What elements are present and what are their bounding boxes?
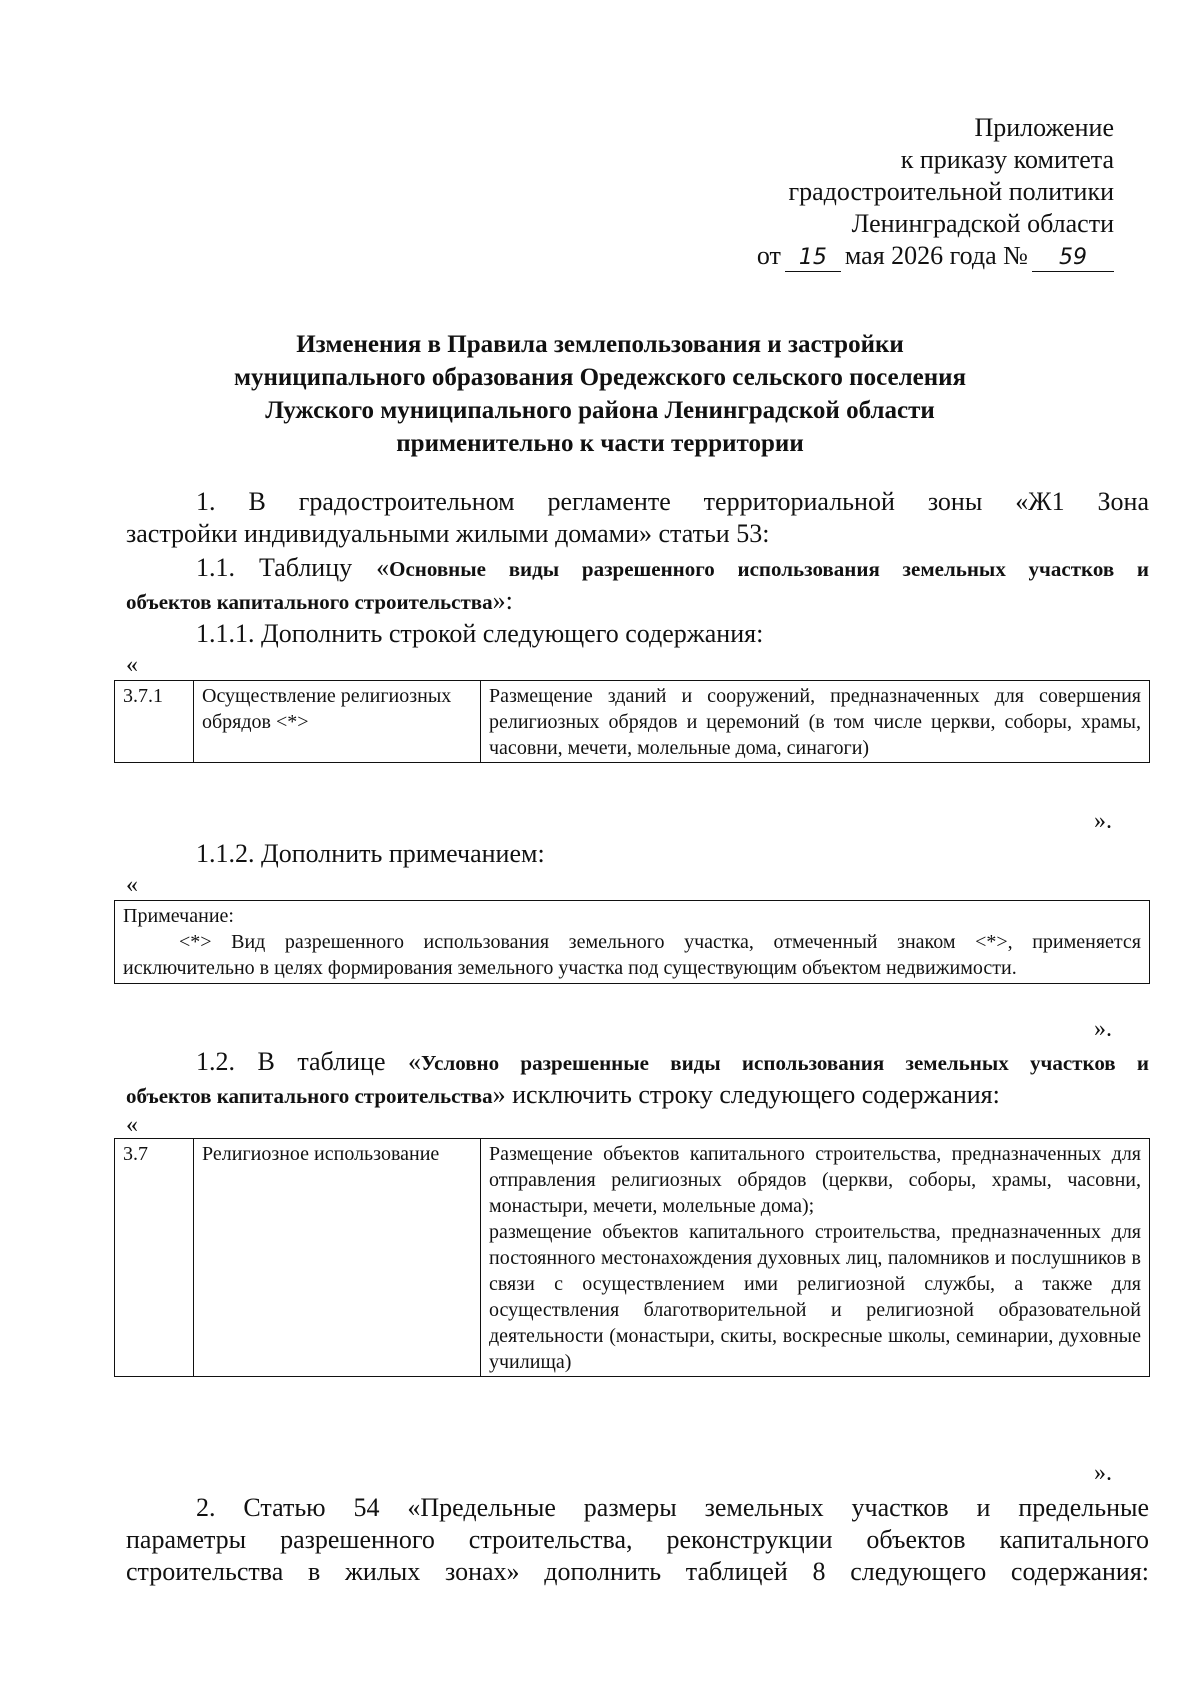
annex-date-line <box>757 240 1114 272</box>
paragraph-1-1-2: 1.1.2. Дополнить примечанием: <box>196 839 545 868</box>
title-line-2: муниципального образования Оредежского сельского поселения <box>233 364 967 391</box>
paragraph-1-1-1: 1.1.1. Дополнить строкой следующего содержания: <box>196 619 764 648</box>
paragraph-1-2 <box>126 1046 1149 1112</box>
note-box <box>114 900 1150 984</box>
title-line-4: применительно к части территории <box>396 430 804 457</box>
table1-description: Размещение зданий и сооружений, предназначенных для совершения религиозных обрядов и церемоний (в том числе церкви, соборы, храмы, часовни, мечети, молельные дома, синагоги) <box>481 681 1150 763</box>
paragraph-2-text-1: 2. Статью 54 «Предельные размеры земельных участков и предельные <box>196 1493 1149 1522</box>
annex-line-2: к приказу комитета <box>900 145 1114 174</box>
paragraph-1-1-bold-2: объектов капитального строительства <box>126 590 493 614</box>
paragraph-1-1-prefix: 1.1. Таблицу « <box>196 553 390 582</box>
paragraph-1-2-bold-1: Условно разрешенные виды использования земельных участков и <box>420 1051 1149 1075</box>
handwritten-day: 15 <box>785 245 841 272</box>
paragraph-1-2-prefix: 1.2. В таблице « <box>196 1047 421 1076</box>
table2-description-2: размещение объектов капитального строительства, предназначенных для постоянного местонахождения духовных лиц, паломников и послушников в связи с осуществлением ими религиозной службы, а также для осуществления благотворительной и религиозной образовательной деятельности (монастыри, скиты, воскресные школы, семинарии, духовные училища) <box>489 1221 1141 1373</box>
paragraph-1-text-1: 1. В градостроительном регламенте территориальной зоны «Ж1 Зона <box>196 487 1149 516</box>
note-text: <*> Вид разрешенного использования земельного участка, отмеченный знаком <*>, применяется исключительно в целях формирования земельного участка под существующим объектом недвижимости. <box>123 931 1141 979</box>
close-quote-1: ». <box>1094 808 1112 834</box>
table1-code: 3.7.1 <box>115 681 194 763</box>
paragraph-2-line-1 <box>126 1492 1149 1524</box>
close-quote-3: ». <box>1094 1460 1112 1486</box>
table-added-row <box>114 680 1150 763</box>
table-excluded-row <box>114 1138 1150 1377</box>
paragraph-1-1-bold-1: Основные виды разрешенного использования земельных участков и <box>389 557 1149 581</box>
document-title <box>0 328 1200 460</box>
title-line-3: Лужского муниципального района Ленинградской области <box>265 397 935 424</box>
paragraph-1-1 <box>126 552 1149 618</box>
close-quote-2: ». <box>1094 1016 1112 1042</box>
open-quote-2: « <box>126 872 138 898</box>
table2-name: Религиозное использование <box>194 1139 481 1377</box>
table-row <box>115 681 1150 763</box>
paragraph-2-line-2: параметры разрешенного строительства, реконструкции объектов капитального <box>126 1525 1149 1554</box>
table-row <box>115 1139 1150 1377</box>
table1-name: Осуществление религиозных обрядов <*> <box>194 681 481 763</box>
month-year: мая 2026 года № <box>844 241 1028 270</box>
title-line-1: Изменения в Правила землепользования и застройки <box>296 331 904 358</box>
paragraph-1-2-bold-2: объектов капитального строительства <box>126 1084 493 1108</box>
note-label: Примечание: <box>123 905 234 927</box>
table2-description <box>481 1139 1150 1377</box>
handwritten-number: 59 <box>1032 245 1114 272</box>
table2-code: 3.7 <box>115 1139 194 1377</box>
paragraph-1-1-suffix: »: <box>492 586 513 615</box>
open-quote-1: « <box>126 652 138 678</box>
paragraph-1-2-suffix: » исключить строку следующего содержания: <box>492 1080 1000 1109</box>
paragraph-1-line-1 <box>126 486 1149 518</box>
paragraph-1-line-2: застройки индивидуальными жилыми домами» статьи 53: <box>126 519 770 548</box>
annex-line-4: Ленинградской области <box>851 209 1114 238</box>
annex-line-3: градостроительной политики <box>788 177 1114 206</box>
open-quote-3: « <box>126 1112 138 1138</box>
date-prefix: от <box>756 241 781 270</box>
table2-description-1: Размещение объектов капитального строительства, предназначенных для отправления религиозных обрядов (церкви, соборы, храмы, часовни, монастыри, мечети, молельные дома); <box>489 1143 1141 1217</box>
annex-line-1: Приложение <box>974 113 1114 142</box>
annex-header <box>757 112 1114 272</box>
paragraph-2-line-3: строительства в жилых зонах» дополнить таблицей 8 следующего содержания: <box>126 1557 1149 1586</box>
